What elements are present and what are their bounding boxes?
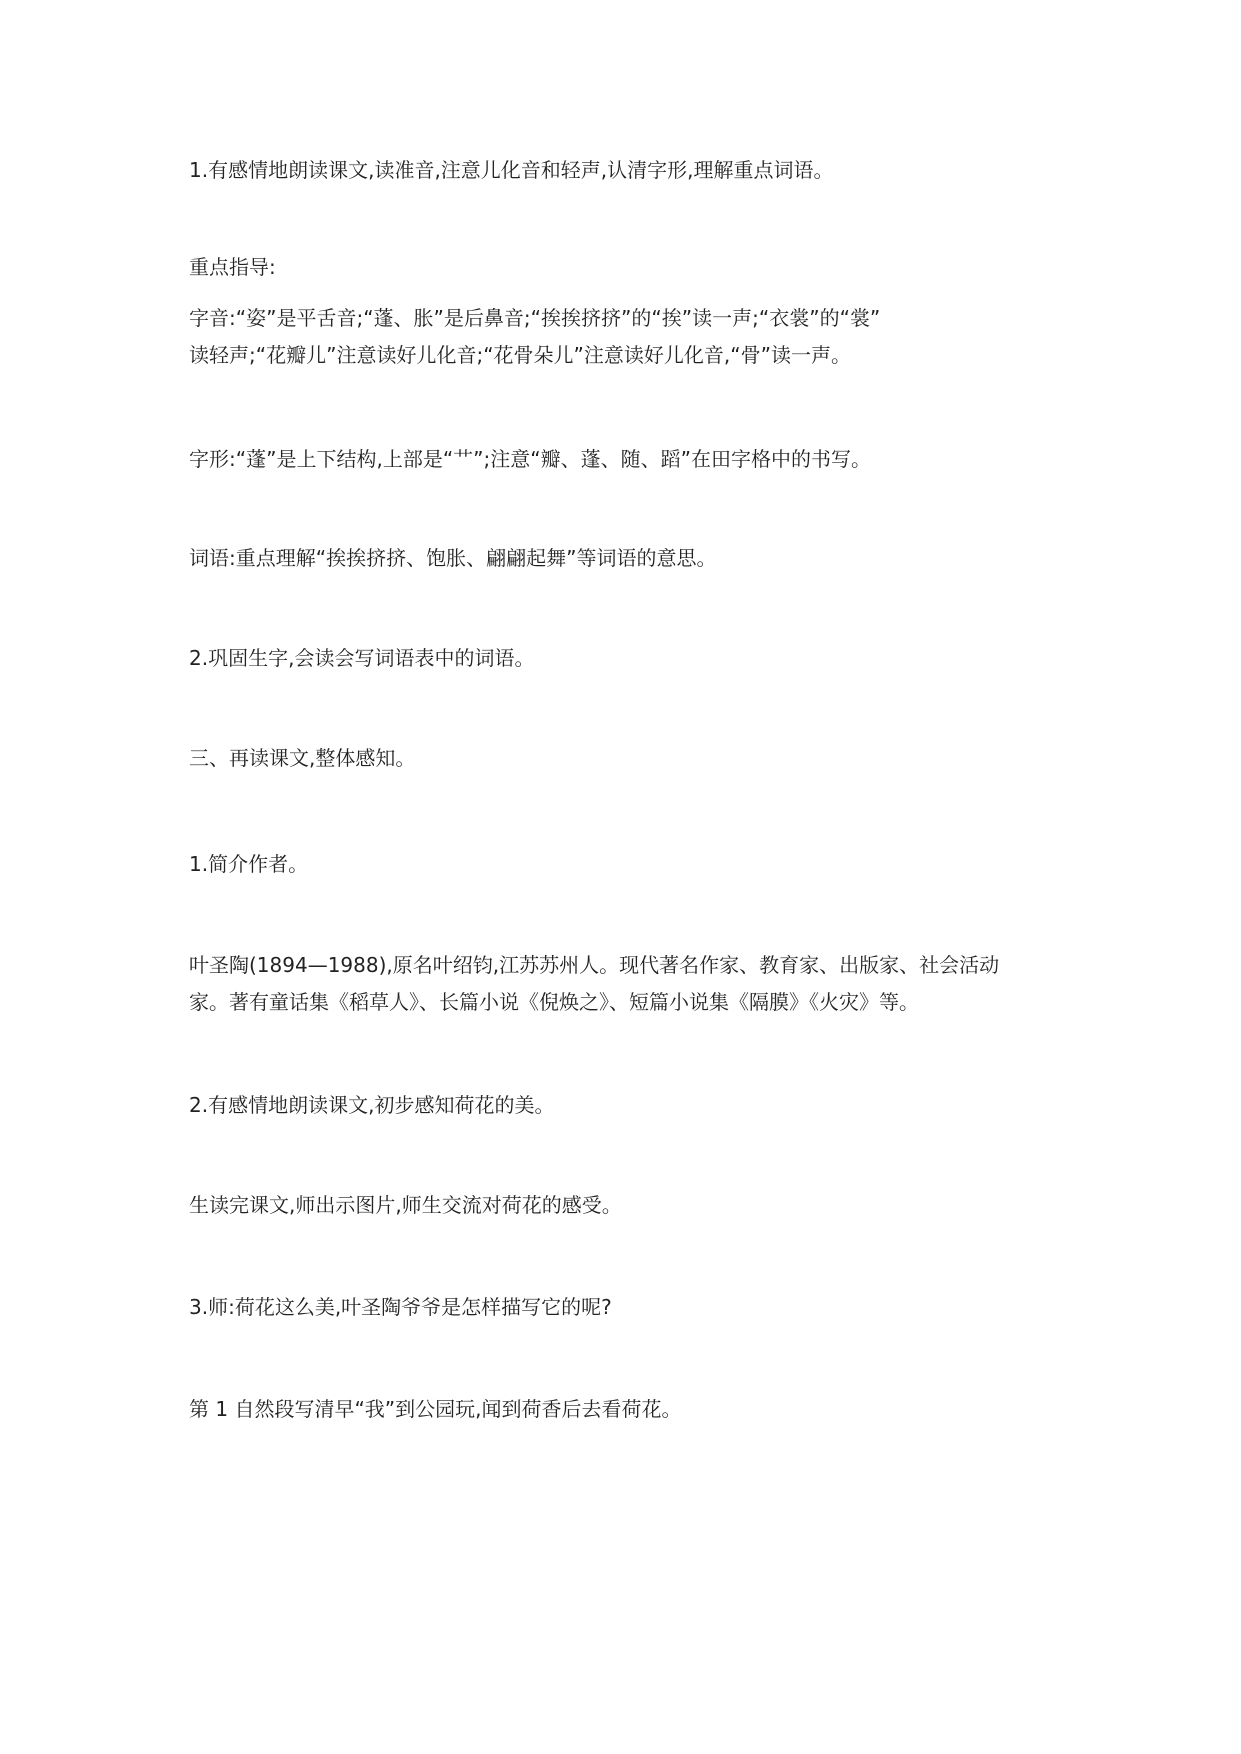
paragraph-line: 词语:重点理解“挨挨挤挤、饱胀、翩翩起舞”等词语的意思。 [189, 546, 717, 570]
paragraph-author-bio [189, 947, 1069, 1021]
paragraph-reading-task [189, 1087, 1069, 1124]
paragraph-line: 2.有感情地朗读课文,初步感知荷花的美。 [189, 1093, 555, 1117]
paragraph-section-1-summary [189, 1391, 1069, 1428]
paragraph-line: 3.师:荷花这么美,叶圣陶爷爷是怎样描写它的呢? [189, 1295, 612, 1319]
paragraph-class-activity [189, 1187, 1069, 1224]
section-heading-reread [189, 740, 1069, 777]
paragraph-line: 1.有感情地朗读课文,读准音,注意儿化音和轻声,认清字形,理解重点词语。 [189, 158, 834, 182]
paragraph-line: 重点指导: [189, 255, 276, 279]
paragraph-line: 字形:“蓬”是上下结构,上部是“艹”;注意“瓣、蓬、随、蹈”在田字格中的书写。 [189, 447, 872, 471]
paragraph-character-form [189, 441, 1069, 478]
paragraph-author-intro-heading [189, 846, 1069, 883]
paragraph-line: 第 1 自然段写清早“我”到公园玩,闻到荷香后去看荷花。 [189, 1397, 682, 1421]
paragraph-goal-2 [189, 640, 1069, 677]
paragraph-line: 家。著有童话集《稻草人》、长篇小说《倪焕之》、短篇小说集《隔膜》《火灾》等。 [189, 990, 919, 1014]
paragraph-line: 2.巩固生字,会读会写词语表中的词语。 [189, 646, 535, 670]
paragraph-vocabulary [189, 540, 1069, 577]
paragraph-line: 三、再读课文,整体感知。 [189, 746, 416, 770]
paragraph-line: 字音:“姿”是平舌音;“蓬、胀”是后鼻音;“挨挨挤挤”的“挨”读一声;“衣裳”的“裳” [189, 306, 881, 330]
paragraph-line: 生读完课文,师出示图片,师生交流对荷花的感受。 [189, 1193, 622, 1217]
paragraph-pronunciation [189, 300, 1069, 374]
paragraph-line: 叶圣陶(1894—1988),原名叶绍钧,江苏苏州人。现代著名作家、教育家、出版家、社会活动 [189, 953, 1000, 977]
paragraph-line: 1.简介作者。 [189, 852, 309, 876]
paragraph-teacher-question [189, 1289, 1069, 1326]
paragraph-line: 读轻声;“花瓣儿”注意读好儿化音;“花骨朵儿”注意读好儿化音,“骨”读一声。 [189, 343, 852, 367]
paragraph-goal-1 [189, 152, 1069, 189]
paragraph-key-guidance-heading [189, 249, 1069, 286]
